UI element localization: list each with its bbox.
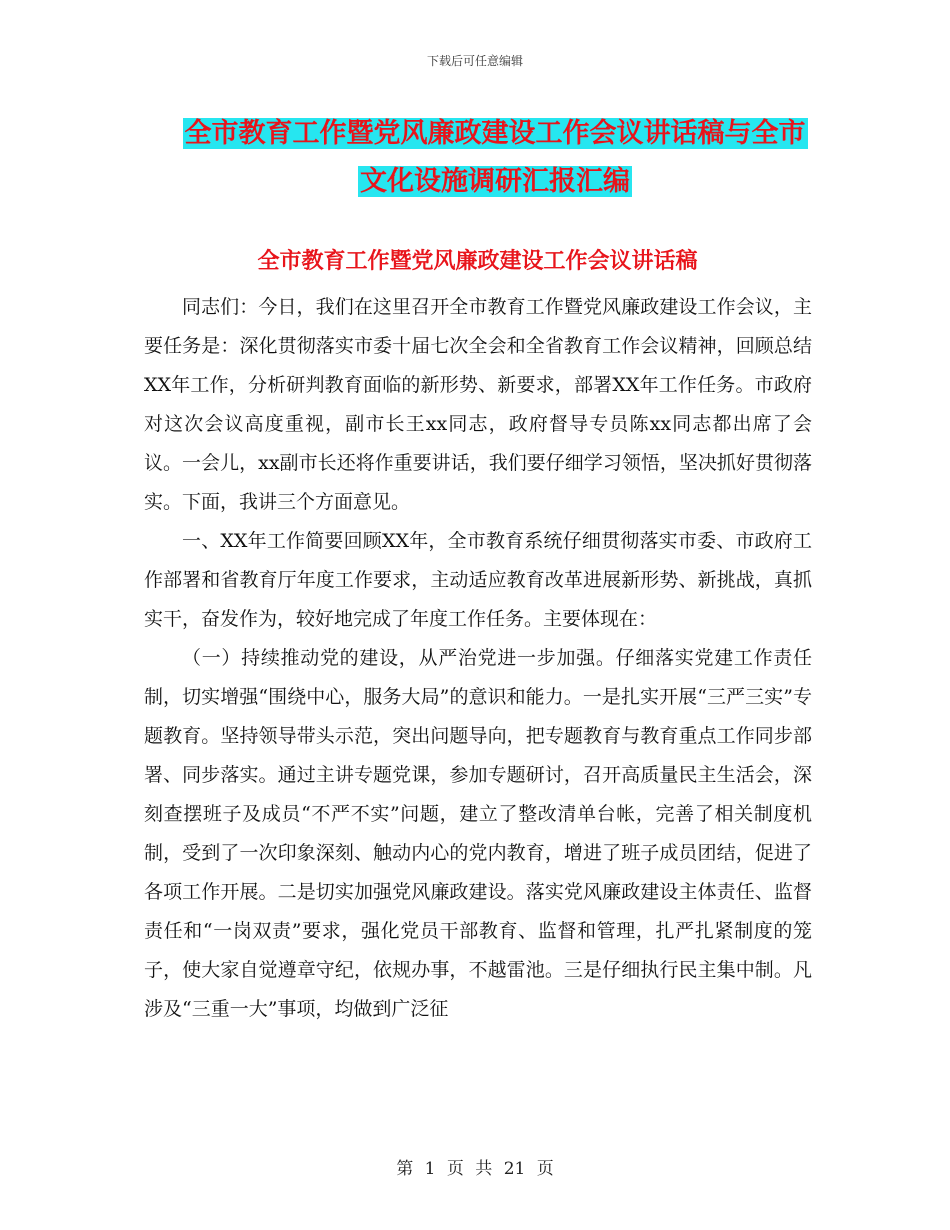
paragraph-3: （一）持续推动党的建设，从严治党进一步加强。仔细落实党建工作责任制，切实增强“围绕中心，服务大局”的意识和能力。一是扎实开展“三严三实”专题教育。坚持领导带头示范，突出问题导向，把专题教育与教育重点工作同步部署、同步落实。通过主讲专题党课，参加专题研讨，召开高质量民主生活会，深刻查摆班子及成员“不严不实”问题，建立了整改清单台帐，完善了相关制度机制，受到了一次印象深刻、触动内心的党内教育，增进了班子成员团结，促进了各项工作开展。二是切实加强党风廉政建设。落实党风廉政建设主体责任、监督责任和“一岗双责”要求，强化党员干部教育、监督和管理，扎严扎紧制度的笼子，使大家自觉遵章守纪，依规办事，不越雷池。三是仔细执行民主集中制。凡涉及“三重一大”事项，均做到广泛征 xyxy=(144,647,812,1020)
paragraph-2: 一、XX年工作简要回顾XX年，全市教育系统仔细贯彻落实市委、市政府工作部署和省教育厅年度工作要求，主动适应教育改革进展新形势、新挑战，真抓实干，奋发作为，较好地完成了年度工作任务。主要体现在： xyxy=(144,530,812,630)
document-title xyxy=(145,110,845,206)
document-title-line-2: 文化设施调研汇报汇编 xyxy=(360,166,630,197)
section-title: 全市教育工作暨党风廉政建设工作会议讲话稿 xyxy=(257,248,698,274)
header-note: 下载后可任意编辑 xyxy=(426,54,523,68)
paragraph-1: 同志们：今日，我们在这里召开全市教育工作暨党风廉政建设工作会议，主要任务是：深化贯彻落实市委十届七次全会和全省教育工作会议精神，回顾总结XX年工作，分析研判教育面临的新形势、新要求，部署XX年工作任务。市政府对这次会议高度重视，副市长王xx同志，政府督导专员陈xx同志都出席了会议。一会儿，xx副市长还将作重要讲话，我们要仔细学习领悟，坚决抓好贯彻落实。下面，我讲三个方面意见。 xyxy=(144,296,812,513)
page-number: 第 1 页 共 21 页 xyxy=(396,1159,554,1179)
document-body xyxy=(144,288,812,1029)
document-title-line-1: 全市教育工作暨党风廉政建设工作会议讲话稿与全市 xyxy=(184,118,806,149)
